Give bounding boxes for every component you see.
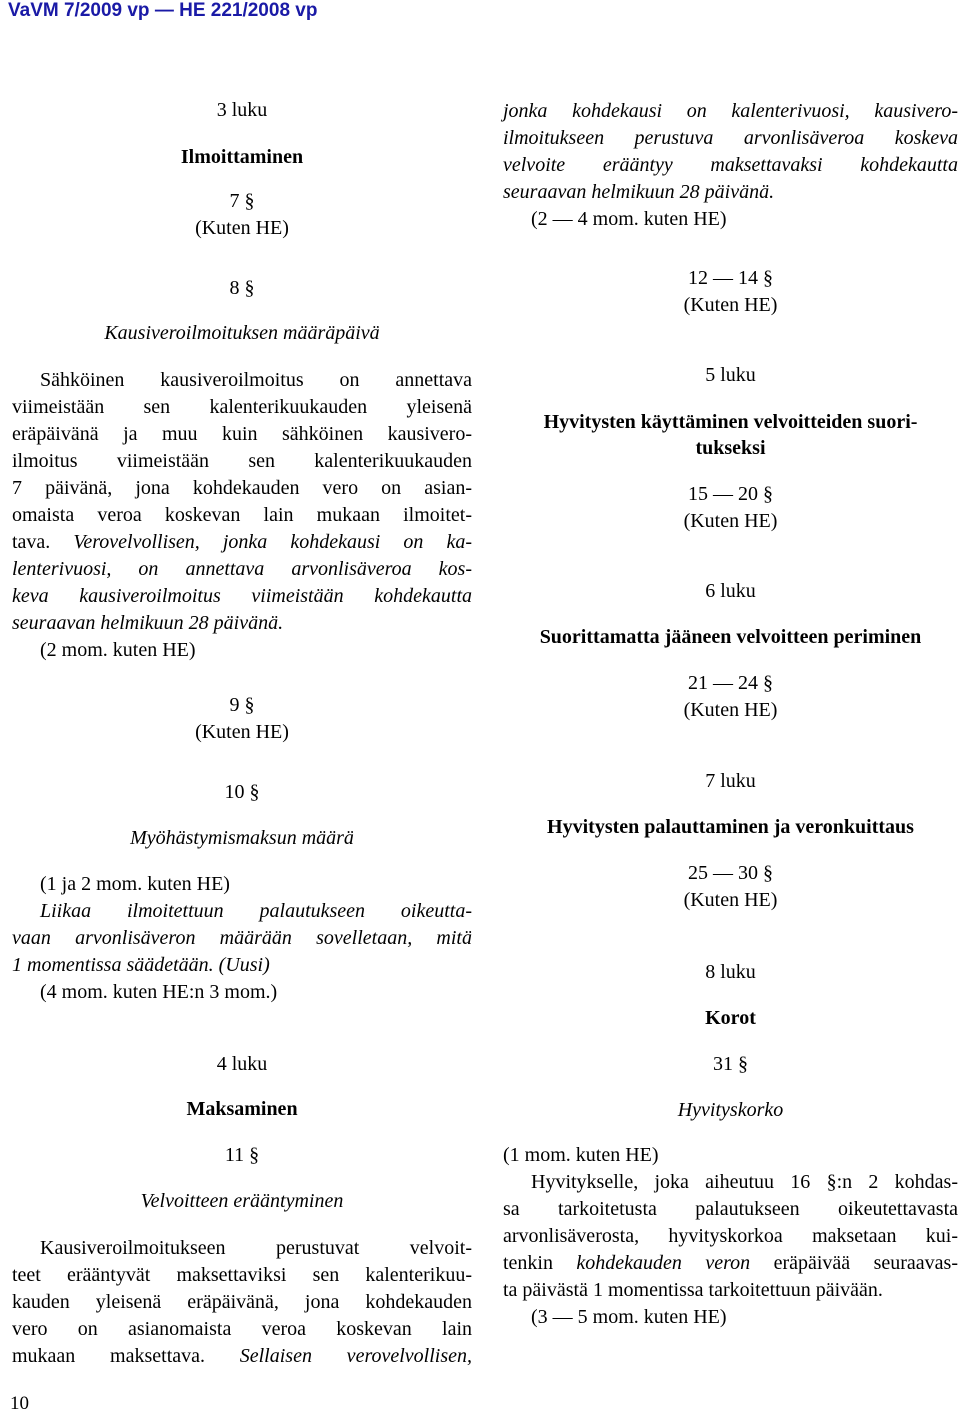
section-8-line: ilmoitus viimeistään sen kalenterikuukauden xyxy=(12,450,472,472)
section-31-line: ta päivästä 1 momentissa tarkoitettuun päivään. xyxy=(503,1279,883,1301)
section-8-italic-line: keva kausiveroilmoitus viimeistään kohdekautta xyxy=(12,585,472,607)
section-8-italic-line: seuraavan helmikuun 28 päivänä. xyxy=(12,612,284,634)
continuation-italic-line: jonka kohdekausi on kalenterivuosi, kausivero- xyxy=(503,100,958,122)
section-8-plain-text: tava. xyxy=(12,531,51,553)
section-31-title: Hyvityskorko xyxy=(677,1099,784,1121)
continuation-note: (2 — 4 mom. kuten HE) xyxy=(531,208,727,230)
section-8-line: eräpäivänä ja muu kuin sähköinen kausivero- xyxy=(12,423,472,445)
section-11-title: Velvoitteen erääntyminen xyxy=(140,1190,344,1212)
new-mark: (Uusi) xyxy=(218,954,270,976)
section-10-note: (4 mom. kuten HE:n 3 mom.) xyxy=(40,981,278,1003)
section-31-plain-text: eräpäivää seuraavas- xyxy=(773,1252,958,1274)
section-31-line: sa tarkoitetusta palautukseen oikeutettavasta xyxy=(503,1198,958,1220)
running-header: VaVM 7/2009 vp — HE 221/2008 vp xyxy=(8,0,318,21)
section-8-italic-line: lenterivuosi, on annettava arvonlisäveroa kos- xyxy=(12,558,472,580)
section-8-line: omaista veroa koskevan lain mukaan ilmoitet- xyxy=(12,504,472,526)
section-8-title: Kausiveroilmoituksen määräpäivä xyxy=(104,322,380,344)
section-10-italic-line: Liikaa ilmoitettuun palautukseen oikeutta- xyxy=(40,900,472,922)
section-10-italic-text: 1 momentissa säädetään. xyxy=(12,954,214,976)
chapter-4-number: 4 luku xyxy=(216,1053,268,1075)
section-8-line: 7 päivänä, jona kohdekauden vero on asian- xyxy=(12,477,472,499)
chapter-5-number: 5 luku xyxy=(705,364,756,386)
section-10-italic-line: vaan arvonlisäveron määrään sovelletaan, mitä xyxy=(12,927,472,949)
section-8-line xyxy=(12,530,472,554)
continuation-italic-line: seuraavan helmikuun 28 päivänä. xyxy=(503,181,775,203)
section-11-italic-text: Sellaisen verovelvollisen, xyxy=(239,1345,472,1367)
chapter-7-number: 7 luku xyxy=(705,770,756,792)
section-21-24-note: (Kuten HE) xyxy=(683,699,778,721)
section-7-number: 7 § xyxy=(229,190,255,212)
section-8-line: viimeistään sen kalenterikuukauden yleisenä xyxy=(12,396,472,418)
section-31-line xyxy=(503,1251,958,1275)
chapter-4-title: Maksaminen xyxy=(186,1098,298,1120)
section-15-20-number: 15 — 20 § xyxy=(688,483,773,505)
section-11-line: Kausiveroilmoitukseen perustuvat velvoit- xyxy=(40,1237,472,1259)
chapter-8-number: 8 luku xyxy=(705,961,756,983)
section-31-number: 31 § xyxy=(713,1053,748,1075)
section-31-note: (3 — 5 mom. kuten HE) xyxy=(531,1306,727,1328)
section-9-number: 9 § xyxy=(229,694,255,716)
section-11-line: teet erääntyvät maksettaviksi sen kalenterikuu- xyxy=(12,1264,472,1286)
section-10-line xyxy=(12,953,472,977)
chapter-3-number: 3 luku xyxy=(216,99,268,121)
section-31-note: (1 mom. kuten HE) xyxy=(503,1144,659,1166)
section-8-number: 8 § xyxy=(229,277,255,299)
section-25-30-number: 25 — 30 § xyxy=(688,862,773,884)
page-number: 10 xyxy=(10,1393,29,1414)
chapter-5-title: tukseksi xyxy=(695,437,766,459)
section-11-plain-text: mukaan maksettava. xyxy=(12,1345,206,1367)
section-11-line: kauden yleisenä eräpäivänä, jona kohdekauden xyxy=(12,1291,472,1313)
section-9-note: (Kuten HE) xyxy=(195,721,289,743)
section-31-plain-text: tenkin xyxy=(503,1252,553,1274)
section-31-line: arvonlisäverosta, hyvityskorkoa maksetaan kui- xyxy=(503,1225,958,1247)
continuation-italic-line: ilmoitukseen perustuva arvonlisäveroa koskeva xyxy=(503,127,958,149)
section-10-title: Myöhästymismaksun määrä xyxy=(130,827,354,849)
section-25-30-note: (Kuten HE) xyxy=(683,889,778,911)
section-12-14-note: (Kuten HE) xyxy=(683,294,778,316)
section-11-line xyxy=(12,1344,472,1368)
section-11-line: vero on asianomaista veroa koskevan lain xyxy=(12,1318,472,1340)
chapter-6-number: 6 luku xyxy=(705,580,756,602)
section-21-24-number: 21 — 24 § xyxy=(688,672,773,694)
section-8-note: (2 mom. kuten HE) xyxy=(40,639,196,661)
section-8-italic-text: Verovelvollisen, jonka kohdekausi on ka- xyxy=(73,531,472,553)
section-31-italic-text: kohdekauden veron xyxy=(576,1252,751,1274)
section-10-note: (1 ja 2 mom. kuten HE) xyxy=(40,873,230,895)
section-15-20-note: (Kuten HE) xyxy=(683,510,778,532)
section-11-number: 11 § xyxy=(224,1144,260,1166)
chapter-3-title: Ilmoittaminen xyxy=(180,146,304,168)
chapter-7-title: Hyvitysten palauttaminen ja veronkuittaus xyxy=(547,816,914,838)
chapter-8-title: Korot xyxy=(705,1007,756,1029)
section-12-14-number: 12 — 14 § xyxy=(688,267,773,289)
section-7-note: (Kuten HE) xyxy=(195,217,289,239)
section-31-line: Hyvitykselle, joka aiheutuu 16 §:n 2 kohdas- xyxy=(531,1171,958,1193)
section-8-line: Sähköinen kausiveroilmoitus on annettava xyxy=(40,369,472,391)
section-10-number: 10 § xyxy=(224,781,260,803)
chapter-6-title: Suorittamatta jääneen velvoitteen periminen xyxy=(539,626,922,648)
continuation-italic-line: velvoite erääntyy maksettavaksi kohdekautta xyxy=(503,154,958,176)
chapter-5-title: Hyvitysten käyttäminen velvoitteiden suori- xyxy=(543,411,918,433)
